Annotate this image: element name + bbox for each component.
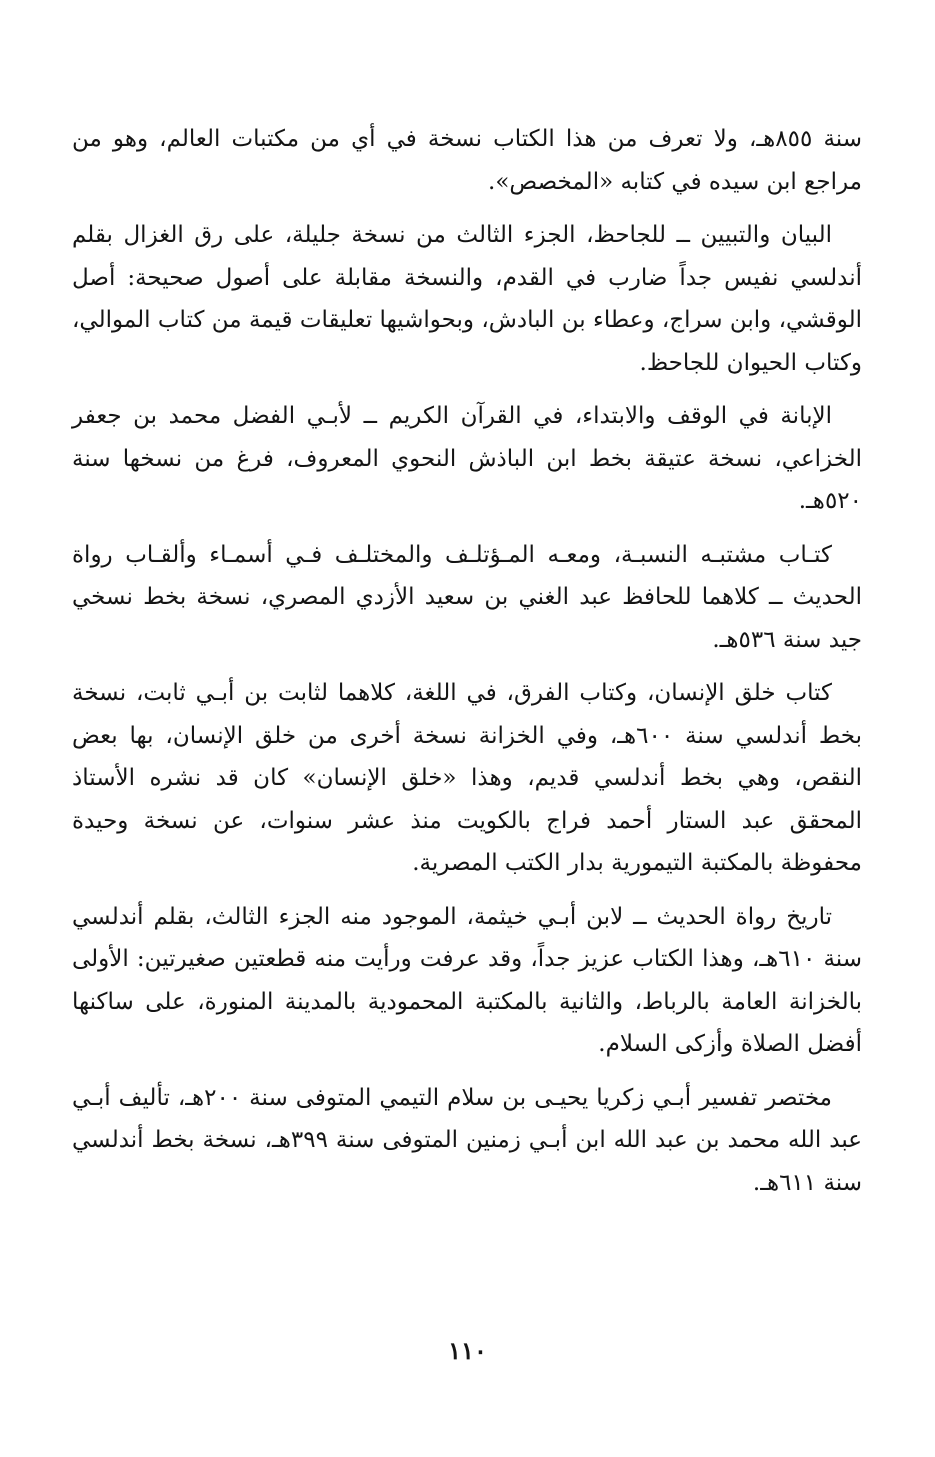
page-number: ١١٠ <box>448 1336 487 1365</box>
paragraph-khalq-insan: كتاب خلق الإنسان، وكتاب الفرق، في اللغة، كلاهما لثابت بن أبـي ثابت، نسخة بخط أندلسي سنة ٦٠٠هـ، وفي الخزانة نسخة أخرى من خلق الإنسان، بها بعض النقص، وهي بخط أندلسي قديم، وهذا «خلق الإنسان» كان قد نشره الأستاذ المحقق عبد الستار أحمد فراج بالكويت منذ عشر سنوات، عن نسخة وحيدة محفوظة بالمكتبة التيمورية بدار الكتب المصرية. <box>72 680 862 876</box>
paragraph-ibana: الإبانة في الوقف والابتداء، في القرآن الكريم ــ لأبـي الفضل محمد بن جعفر الخزاعي، نسخة عتيقة بخط ابن الباذش النحوي المعروف، فرغ من نسخها سنة ٥٢٠هـ. <box>72 403 862 514</box>
paragraph-continuation: سنة ٨٥٥هـ، ولا تعرف من هذا الكتاب نسخة في أي من مكتبات العالم، وهو من مراجع ابن سيده في كتابه «المخصص». <box>72 126 862 195</box>
paragraph-bayan-tabyin: البيان والتبيين ــ للجاحظ، الجزء الثالث من نسخة جليلة، على رق الغزال بقلم أندلسي نفيس جداً ضارب في القدم، والنسخة مقابلة على أصول صحيحة: أصل الوقشي، وابن سراج، وعطاء بن البادش، وبحواشيها تعليقات قيمة من كتاب الموالي، وكتاب الحيوان للجاحظ. <box>72 222 862 376</box>
paragraph-mushtabih-nisba: كتـاب مشتبـه النسبـة، ومعـه المـؤتلـف والمختلـف فـي أسمـاء وألقـاب رواة الحديث ــ كلاهما للحافظ عبد الغني بن سعيد الأزدي المصري، نسخة بخط نسخي جيد سنة ٥٣٦هـ. <box>72 541 862 653</box>
body-text <box>72 118 862 1215</box>
paragraph-mukhtasar-tafsir: مختصر تفسير أبـي زكريا يحيـى بن سلام التيمي المتوفى سنة ٢٠٠هـ، تأليف أبـي عبد الله محمد بن عبد الله ابن أبـي زمنين المتوفى سنة ٣٩٩هـ، نسخة بخط أندلسي سنة ٦١١هـ. <box>72 1084 862 1196</box>
paragraph-tarikh-ruwat: تاريخ رواة الحديث ــ لابن أبـي خيثمة، الموجود منه الجزء الثالث، بقلم أندلسي سنة ٦١٠هـ، وهذا الكتاب عزيز جداً، وقد عرفت ورأيت منه قطعتين صغيرتين: الأولى بالخزانة العامة بالرباط، والثانية بالمكتبة المحمودية بالمدينة المنورة، على ساكنها أفضل الصلاة وأزكى السلام. <box>72 903 863 1057</box>
